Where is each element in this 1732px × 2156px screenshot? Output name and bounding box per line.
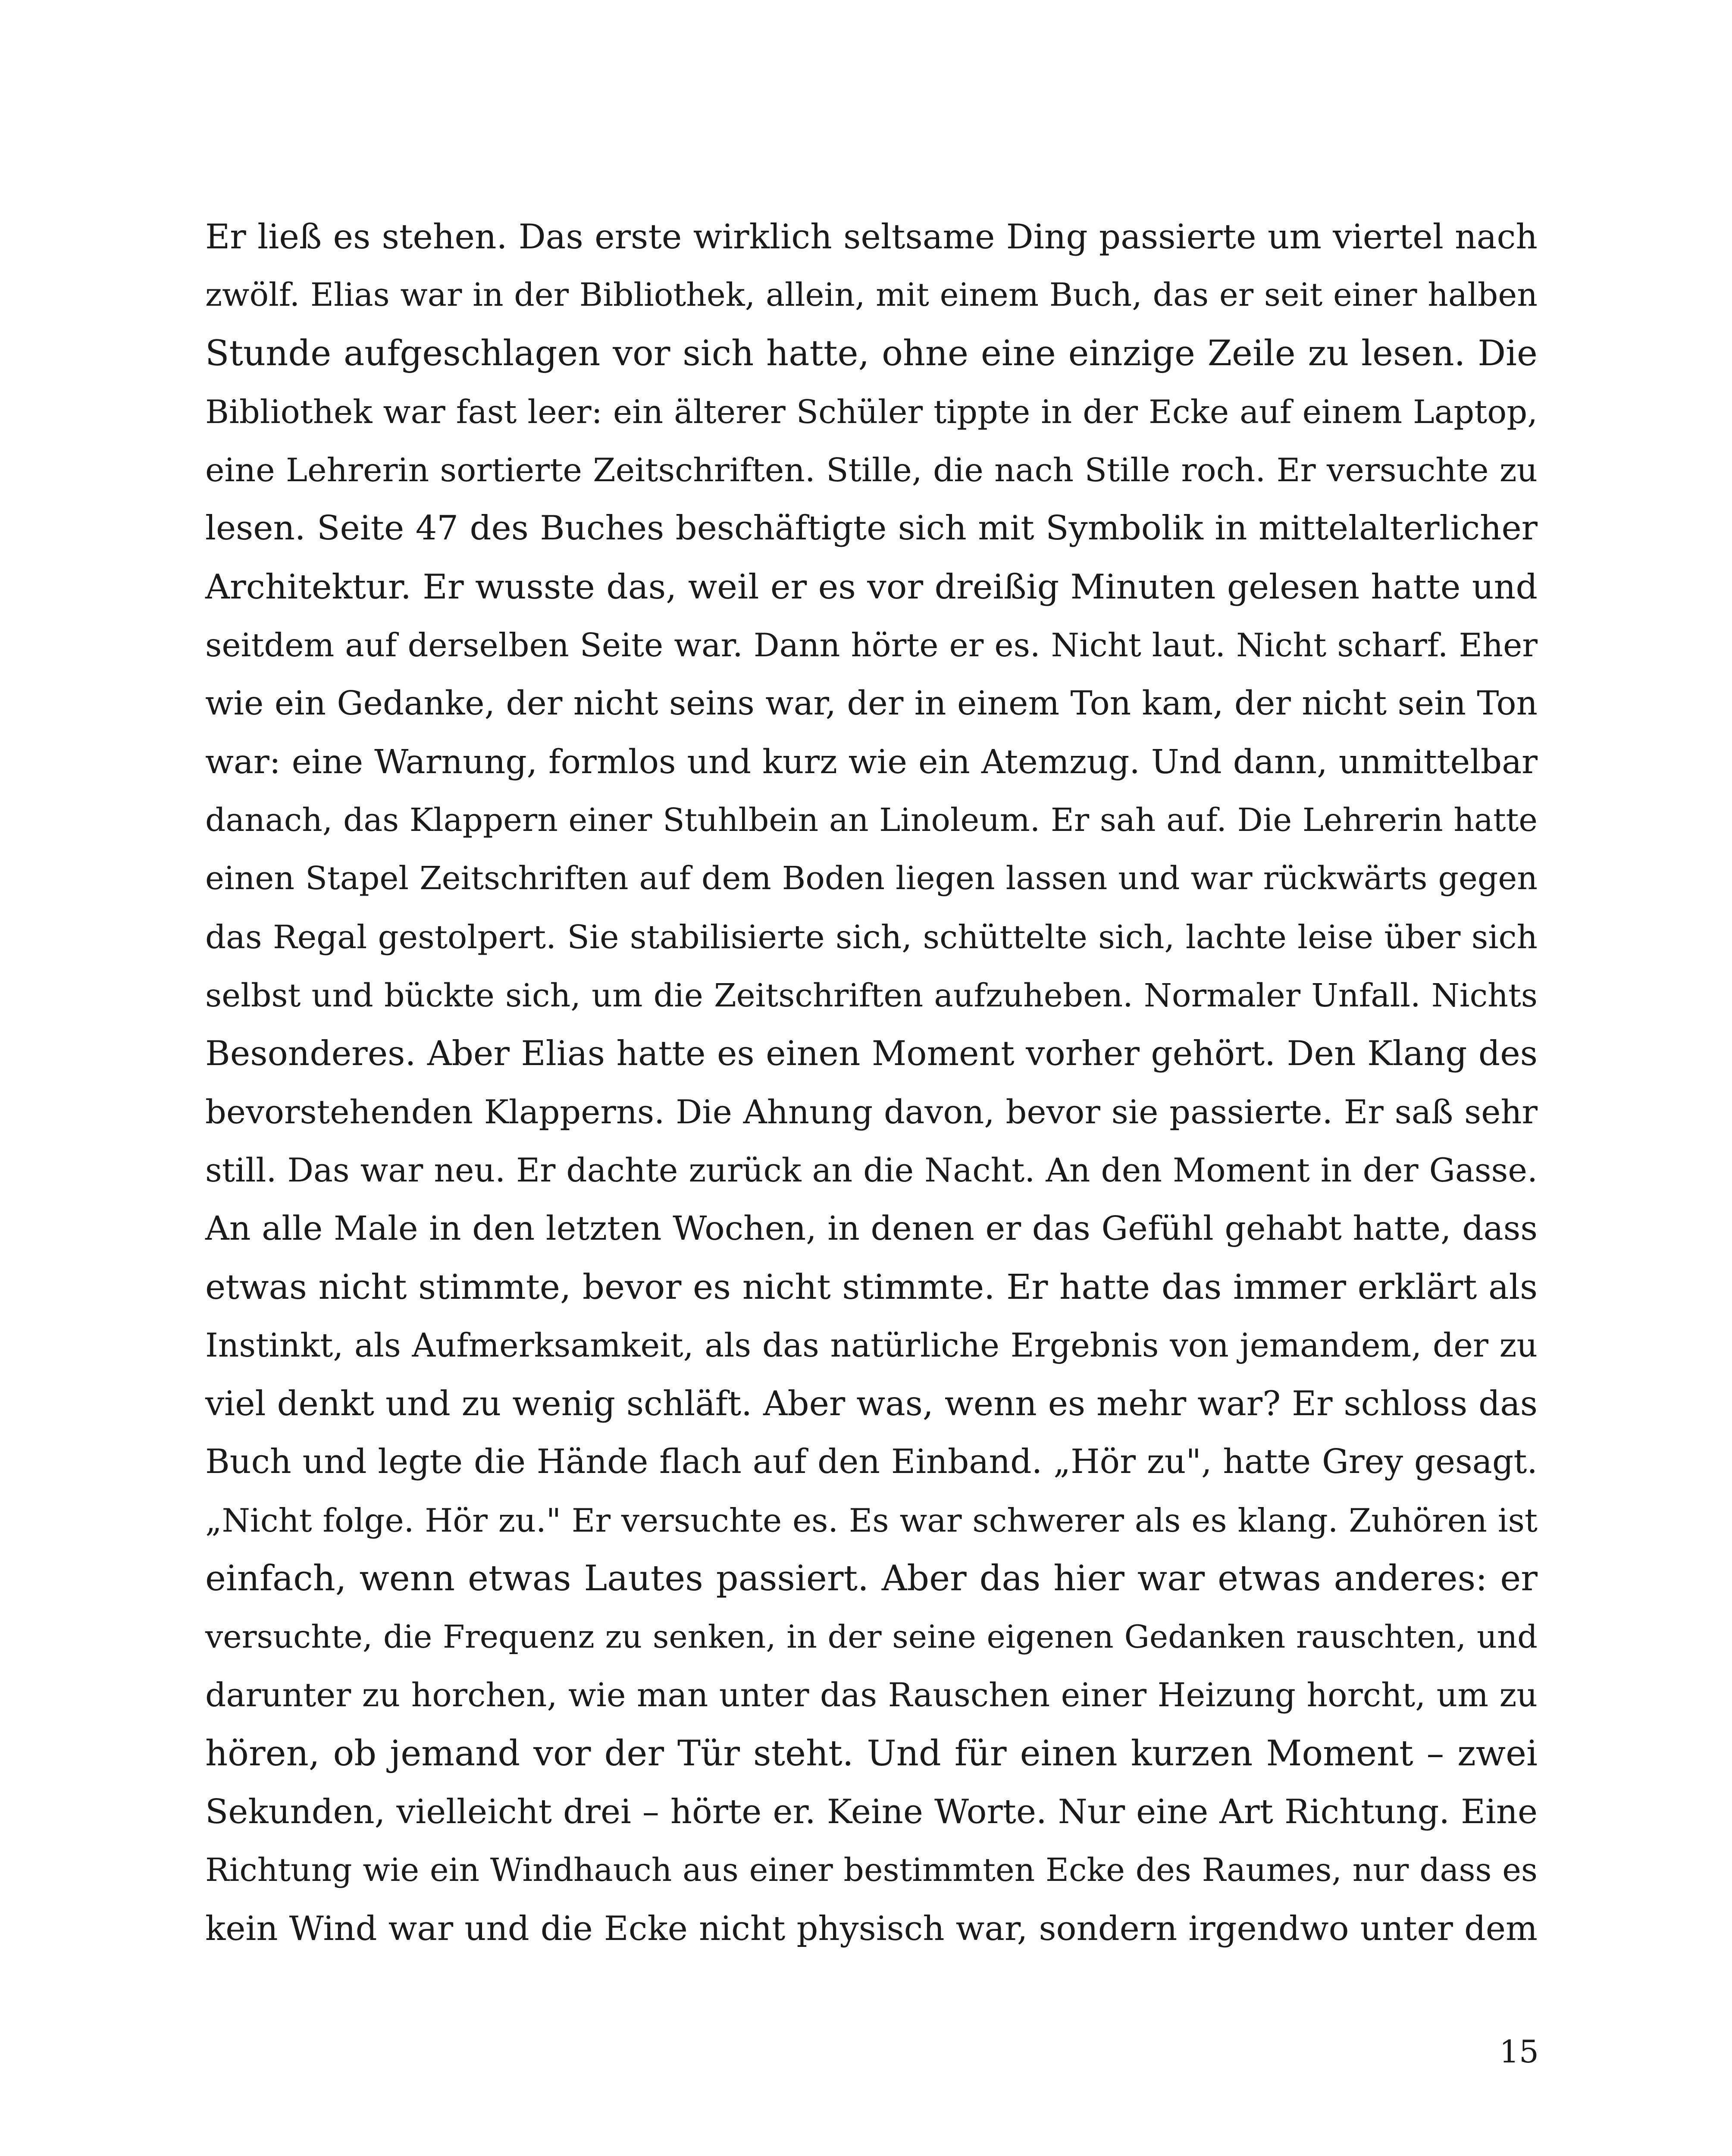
text-line: Sekunden, vielleicht drei – hörte er. Keine Worte. Nur eine Art Richtung. Eine: [205, 1792, 1538, 1832]
text-line: zwölf. Elias war in der Bibliothek, allein, mit einem Buch, das er seit einer halben: [205, 276, 1538, 314]
text-line: selbst und bückte sich, um die Zeitschriften aufzuheben. Normaler Unfall. Nichts: [205, 976, 1538, 1014]
text-line: seitdem auf derselben Seite war. Dann hörte er es. Nicht laut. Nicht scharf. Eher: [205, 627, 1538, 664]
text-line: An alle Male in den letzten Wochen, in denen er das Gefühl gehabt hatte, dass: [205, 1209, 1538, 1248]
text-line: Architektur. Er wusste das, weil er es vor dreißig Minuten gelesen hatte und: [205, 567, 1538, 607]
text-line: Er ließ es stehen. Das erste wirklich seltsame Ding passierte um viertel nach: [205, 217, 1538, 257]
text-line: Buch und legte die Hände flach auf den Einband. „Hör zu", hatte Grey gesagt.: [205, 1442, 1538, 1482]
text-line: das Regal gestolpert. Sie stabilisierte sich, schüttelte sich, lachte leise über sich: [205, 918, 1538, 956]
text-line: Stunde aufgeschlagen vor sich hatte, ohne eine einzige Zeile zu lesen. Die: [205, 333, 1538, 374]
text-line: versuchte, die Frequenz zu senken, in der seine eigenen Gedanken rauschten, und: [205, 1619, 1538, 1656]
text-line: darunter zu horchen, wie man unter das Rauschen einer Heizung horcht, um zu: [205, 1676, 1538, 1714]
text-line: eine Lehrerin sortierte Zeitschriften. Stille, die nach Stille roch. Er versuchte zu: [205, 451, 1538, 489]
text-line: wie ein Gedanke, der nicht seins war, der in einem Ton kam, der nicht sein Ton: [205, 684, 1538, 723]
page-number: 15: [1499, 2034, 1539, 2070]
text-line: danach, das Klappern einer Stuhlbein an Linoleum. Er sah auf. Die Lehrerin hatte: [205, 801, 1538, 839]
text-line: viel denkt und zu wenig schläft. Aber was, wenn es mehr war? Er schloss das: [205, 1384, 1538, 1423]
text-line: „Nicht folge. Hör zu." Er versuchte es. Es war schwerer als es klang. Zuhören ist: [205, 1501, 1538, 1539]
text-line: einen Stapel Zeitschriften auf dem Boden liegen lassen und war rückwärts gegen: [205, 860, 1538, 897]
text-line: hören, ob jemand vor der Tür steht. Und für einen kurzen Moment – zwei: [205, 1733, 1538, 1774]
text-line: einfach, wenn etwas Lautes passiert. Aber das hier war etwas anderes: er: [205, 1558, 1538, 1599]
text-line: Bibliothek war fast leer: ein älterer Schüler tippte in der Ecke auf einem Laptop,: [205, 393, 1538, 431]
text-line: bevorstehenden Klapperns. Die Ahnung davon, bevor sie passierte. Er saß sehr: [205, 1093, 1538, 1131]
body-text: [205, 208, 1538, 1958]
text-line: lesen. Seite 47 des Buches beschäftigte sich mit Symbolik in mittelalterlicher: [205, 509, 1538, 548]
text-line: war: eine Warnung, formlos und kurz wie ein Atemzug. Und dann, unmittelbar: [205, 742, 1538, 781]
text-line: Besonderes. Aber Elias hatte es einen Moment vorher gehört. Den Klang des: [205, 1034, 1538, 1074]
text-line: kein Wind war und die Ecke nicht physisch war, sondern irgendwo unter dem: [205, 1909, 1538, 1948]
text-line: etwas nicht stimmte, bevor es nicht stimmte. Er hatte das immer erklärt als: [205, 1267, 1538, 1307]
text-line: still. Das war neu. Er dachte zurück an die Nacht. An den Moment in der Gasse.: [205, 1151, 1538, 1189]
text-line: Richtung wie ein Windhauch aus einer bestimmten Ecke des Raumes, nur dass es: [205, 1852, 1538, 1889]
text-line: Instinkt, als Aufmerksamkeit, als das natürliche Ergebnis von jemandem, der zu: [205, 1326, 1538, 1364]
